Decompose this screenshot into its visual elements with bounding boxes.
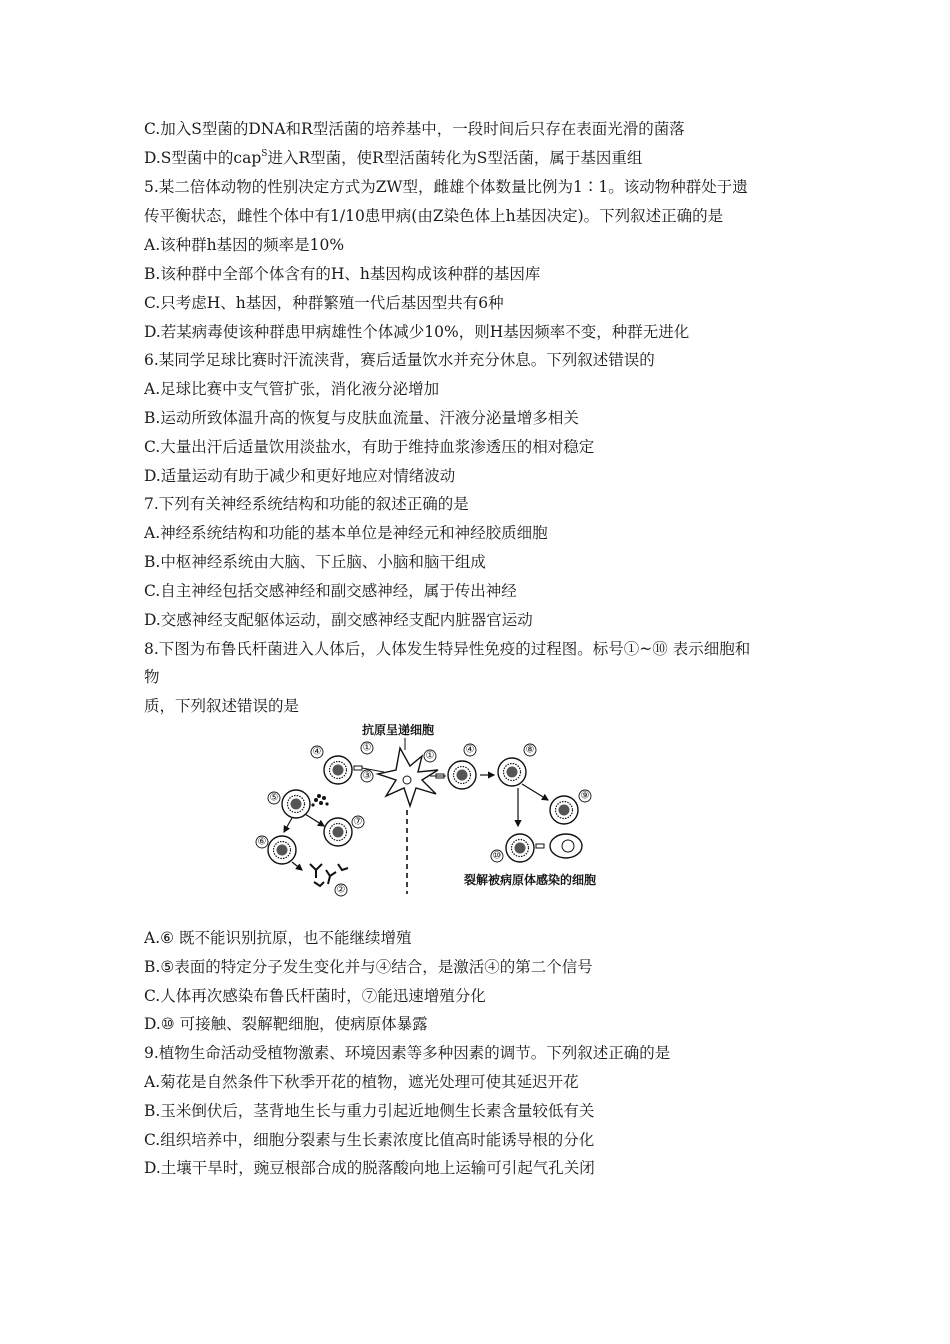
apc-label: 抗原呈递细胞: [362, 723, 435, 737]
receptor-left: [354, 766, 362, 770]
option-7b: B.中枢神经系统由大脑、下丘脑、小脑和脑干组成: [144, 553, 486, 571]
cell-10: [506, 834, 534, 862]
cell-6: [268, 836, 296, 864]
option-4d: [144, 148, 642, 168]
option-9a: A.菊花是自然条件下秋季开花的植物，遮光处理可使其延迟开花: [144, 1073, 579, 1091]
cell-8: [498, 758, 526, 786]
lysis-label: 裂解被病原体感染的细胞: [464, 873, 597, 887]
arrow-8-to-9: [522, 784, 548, 800]
cell-9: [550, 796, 578, 824]
label-6: ⑥: [257, 836, 267, 848]
label-1-left: ①: [362, 742, 372, 754]
option-4c: C.加入S型菌的DNA和R型活菌的培养基中，一段时间后只存在表面光滑的菌落: [144, 120, 685, 138]
immune-process-diagram: [250, 718, 620, 898]
label-7: ⑦: [353, 816, 363, 828]
question-5-stem-2: 传平衡状态，雌性个体中有1/10患甲病(由Z染色体上h基因决定)。下列叙述正确的是: [144, 207, 724, 225]
option-4d-text-a: D.S型菌中的cap: [144, 149, 262, 167]
option-8a: A.⑥ 既不能识别抗原，也不能继续增殖: [144, 929, 412, 947]
question-8-stem-3: 质，下列叙述错误的是: [144, 697, 300, 715]
question-5-stem-1: 5.某二倍体动物的性别决定方式为ZW型，雌雄个体数量比例为1∶1。该动物种群处于遗: [144, 178, 748, 196]
option-9c: C.组织培养中，细胞分裂素与生长素浓度比值高时能诱导根的分化: [144, 1131, 595, 1149]
label-4-right: ④: [465, 744, 475, 756]
option-8b: B.⑤表面的特定分子发生变化并与④结合，是激活④的第二个信号: [144, 958, 593, 976]
label-9: ⑨: [580, 790, 590, 802]
label-8: ⑧: [525, 744, 535, 756]
antigen-dots: [311, 794, 328, 807]
option-8c: C.人体再次感染布鲁氏杆菌时，⑦能迅速增殖分化: [144, 987, 486, 1005]
option-5a: A.该种群h基因的频率是10%: [144, 236, 345, 254]
option-6b: B.运动所致体温升高的恢复与皮肤血流量、汗液分泌量增多相关: [144, 409, 579, 427]
cell-7: [324, 818, 352, 846]
option-5d: D.若某病毒使该种群患甲病雄性个体减少10%，则H基因频率不变，种群无进化: [144, 323, 690, 341]
option-7a: A.神经系统结构和功能的基本单位是神经元和神经胶质细胞: [144, 524, 548, 542]
option-5b: B.该种群中全部个体含有的H、h基因构成该种群的基因库: [144, 265, 541, 283]
option-4d-superscript: S: [261, 149, 268, 159]
arrow-6-to-2: [292, 862, 302, 870]
label-2: ②: [336, 884, 346, 896]
antibodies: [310, 864, 348, 886]
option-6c: C.大量出汗后适量饮用淡盐水，有助于维持血浆渗透压的相对稳定: [144, 438, 595, 456]
label-1-right: ①: [425, 750, 435, 762]
option-4d-text-b: 进入R型菌，使R型活菌转化为S型活菌，属于基因重组: [267, 149, 643, 167]
arrow-5-to-6: [284, 818, 292, 832]
cell-4-right: [448, 761, 476, 789]
option-8d: D.⑩ 可接触、裂解靶细胞，使病原体暴露: [144, 1015, 428, 1033]
option-6a: A.足球比赛中支气管扩张，消化液分泌增加: [144, 380, 440, 398]
question-8-stem-2: 物: [144, 668, 160, 686]
option-9d: D.土壤干旱时，豌豆根部合成的脱落酸向地上运输可引起气孔关闭: [144, 1159, 595, 1177]
label-10: ⑩: [492, 850, 502, 862]
option-6d: D.适量运动有助于减少和更好地应对情绪波动: [144, 467, 456, 485]
receptor-10: [536, 844, 544, 848]
cell-4-left: [324, 756, 352, 784]
arrow-5-to-7: [305, 814, 324, 826]
question-6-stem: 6.某同学足球比赛时汗流浃背，赛后适量饮水并充分休息。下列叙述错误的: [144, 351, 655, 369]
target-cell-nucleus: [562, 840, 574, 852]
label-4-left: ④: [312, 746, 322, 758]
question-7-stem: 7.下列有关神经系统结构和功能的叙述正确的是: [144, 495, 469, 513]
option-7d: D.交感神经支配躯体运动，副交感神经支配内脏器官运动: [144, 611, 533, 629]
label-5: ⑤: [269, 792, 279, 804]
option-7c: C.自主神经包括交感神经和副交感神经，属于传出神经: [144, 582, 517, 600]
option-9b: B.玉米倒伏后，茎背地生长与重力引起近地侧生长素含量较低有关: [144, 1102, 595, 1120]
option-5c: C.只考虑H、h基因，种群繁殖一代后基因型共有6种: [144, 294, 504, 312]
question-8-stem-1: 8.下图为布鲁氏杆菌进入人体后，人体发生特异性免疫的过程图。标号①~⑩ 表示细胞和: [144, 640, 751, 658]
question-9-stem: 9.植物生命活动受植物激素、环境因素等多种因素的调节。下列叙述正确的是: [144, 1044, 671, 1062]
label-3: ③: [362, 770, 372, 782]
